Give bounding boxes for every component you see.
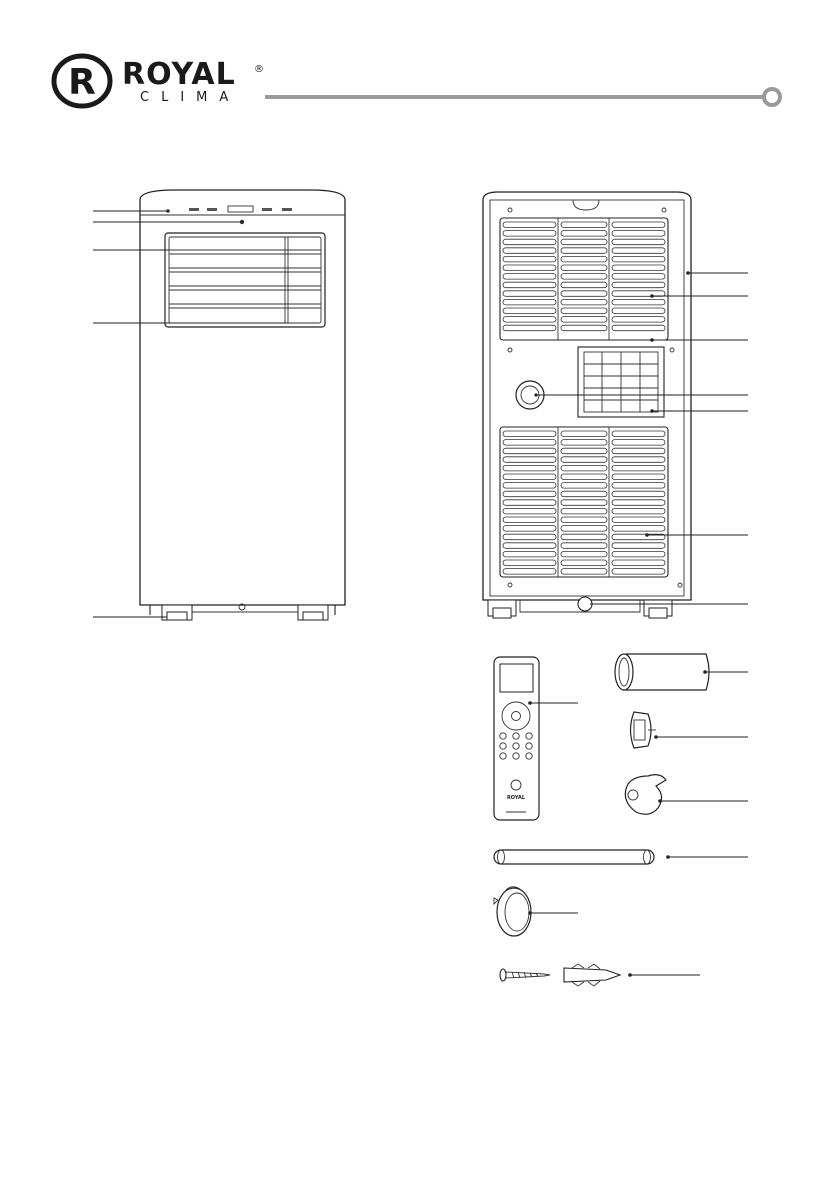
exhaust-hose <box>615 654 748 690</box>
remote-control <box>494 657 578 820</box>
grille-slat <box>561 457 607 463</box>
grille-slat <box>612 431 665 437</box>
grille-slat <box>561 265 607 271</box>
front-view-unit <box>93 190 345 620</box>
grille-slat <box>503 569 556 575</box>
grille-slat <box>612 483 665 489</box>
brand-sub: CLIMA <box>140 90 241 105</box>
grille-slat <box>561 317 607 323</box>
grille-slat <box>561 291 607 297</box>
grille-slat <box>503 325 556 331</box>
rear-view-unit <box>483 192 748 618</box>
grille-slat <box>561 526 607 532</box>
grille-slat <box>612 474 665 480</box>
grille-slat <box>503 517 556 523</box>
grille-slat <box>561 491 607 497</box>
grille-slat <box>503 483 556 489</box>
grille-slat <box>503 508 556 514</box>
grille-slat <box>503 543 556 549</box>
brand-reg: ® <box>254 64 264 75</box>
grille-slat <box>561 474 607 480</box>
grille-slat <box>503 448 556 454</box>
screw-and-anchor <box>500 964 700 986</box>
grille-slat <box>503 308 556 314</box>
grille-slat <box>561 440 607 446</box>
grille-slat <box>561 517 607 523</box>
remote-logo-word: ROYAL <box>506 795 526 801</box>
grille-slat <box>612 569 665 575</box>
grille-slat <box>612 491 665 497</box>
grille-slat <box>612 465 665 471</box>
drain-pipe <box>494 850 748 864</box>
grille-slat <box>503 274 556 280</box>
grille-slat <box>612 526 665 532</box>
window-slider-bracket <box>494 887 578 936</box>
grille-slat <box>561 308 607 314</box>
grille-slat <box>503 282 556 288</box>
grille-slat <box>503 299 556 305</box>
grille-slat <box>561 231 607 237</box>
air-outlet-louvers <box>165 233 325 327</box>
grille-slat <box>612 500 665 506</box>
rear-base-wheels <box>488 597 672 618</box>
grille-slat <box>612 508 665 514</box>
grille-slat <box>561 534 607 540</box>
grille-slat <box>503 239 556 245</box>
grille-slat <box>612 299 665 305</box>
grille-slat <box>612 282 665 288</box>
grille-slat <box>561 222 607 228</box>
grille-slat <box>503 256 556 262</box>
grille-slat <box>503 534 556 540</box>
grille-slat <box>612 274 665 280</box>
grille-slat <box>612 248 665 254</box>
grille-slat <box>612 231 665 237</box>
grille-slat <box>503 431 556 437</box>
header-rule <box>265 89 780 105</box>
hose-connector <box>631 712 749 748</box>
grille-slat <box>561 256 607 262</box>
grille-slat <box>503 440 556 446</box>
brand-logo <box>54 56 264 106</box>
grille-slat <box>612 560 665 566</box>
grille-slat <box>561 431 607 437</box>
grille-slat <box>503 222 556 228</box>
grille-slat <box>561 465 607 471</box>
grille-slat <box>503 265 556 271</box>
grille-slat <box>612 308 665 314</box>
grille-slat <box>561 239 607 245</box>
grille-slat <box>612 440 665 446</box>
grille-slat <box>561 543 607 549</box>
grille-slat <box>503 465 556 471</box>
grille-slat <box>503 526 556 532</box>
grille-slat <box>612 265 665 271</box>
grille-slat <box>612 256 665 262</box>
grille-slat <box>561 560 607 566</box>
grille-slat <box>612 317 665 323</box>
lower-grille-slats <box>503 431 665 574</box>
grille-slat <box>503 291 556 297</box>
grille-slat <box>561 325 607 331</box>
grille-slat <box>503 457 556 463</box>
grille-slat <box>612 239 665 245</box>
grille-slat <box>503 248 556 254</box>
grille-slat <box>612 551 665 557</box>
grille-slat <box>503 231 556 237</box>
brand-name: ROYAL <box>122 57 236 92</box>
grille-slat <box>561 569 607 575</box>
front-base-wheels <box>150 604 335 620</box>
grille-slat <box>612 457 665 463</box>
grille-slat <box>503 500 556 506</box>
grille-slat <box>612 517 665 523</box>
grille-slat <box>561 282 607 288</box>
grille-slat <box>561 551 607 557</box>
grille-slat <box>561 500 607 506</box>
grille-slat <box>503 560 556 566</box>
grille-slat <box>503 491 556 497</box>
grille-slat <box>561 299 607 305</box>
logo-letter: R <box>68 62 96 103</box>
grille-slat <box>561 483 607 489</box>
grille-slat <box>561 448 607 454</box>
grille-slat <box>503 317 556 323</box>
grille-slat <box>561 274 607 280</box>
grille-slat <box>561 508 607 514</box>
grille-slat <box>612 325 665 331</box>
grille-slat <box>612 543 665 549</box>
grille-slat <box>503 551 556 557</box>
grille-slat <box>612 222 665 228</box>
grille-slat <box>561 248 607 254</box>
grille-slat <box>503 474 556 480</box>
window-adapter <box>625 775 748 815</box>
evaporator-filter <box>578 347 664 417</box>
grille-slat <box>612 448 665 454</box>
